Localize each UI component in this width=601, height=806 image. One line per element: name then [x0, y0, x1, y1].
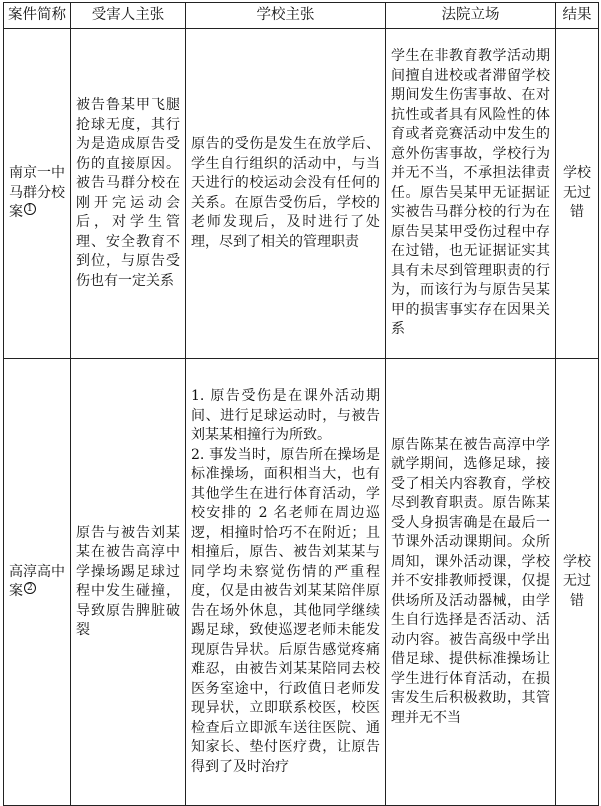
court-position-cell: 原告陈某在被告高淳中学就学期间，选修足球，接受了相关内容教育，学校尽到教育职责。原告陈某受人身损害确是在最后一节课外活动课期间。众所周知，课外活动课，学校并不安排教师授课，仅提供场所及活动器械，由学生自行选择是否活动、活动内容。被告高级中学出借足球、提供标准操场让学生进行体育活动，在损害发生后积极救助，其管理并无不当: [386, 359, 556, 806]
result-cell: 学校无过错: [556, 359, 599, 806]
case-name: 南京一中马群分校案: [9, 165, 65, 221]
victim-claim-cell: 原告与被告刘某某在被告高淳中学操场踢足球过程中发生碰撞，导致原告脾脏破裂: [71, 359, 186, 806]
school-claim-cell: [186, 359, 386, 806]
school-claim-point-2: 2. 事发当时，原告所在操场是标准操场，面积相当大，也有其他学生在进行体育活动，学校安排的 2 名老师在周边巡逻，相撞时恰巧不在附近；且相撞后，原告、被告刘某某与同学均未察觉伤情的严重程度，仅是由被告刘某某陪伴原告在场外休息，其他同学继续踢足球，致使巡逻老师未能发现原告异状。后原告感觉疼痛难忍，由被告刘某某陪同去校医务室途中，行政值日老师发现异状，立即联系校医，校医检查后立即派车送往医院、通知家长、垫付医疗费，让原告得到了及时治疗: [191, 446, 380, 775]
header-case-name: 案件简称: [4, 3, 71, 29]
header-victim-claim: 受害人主张: [71, 3, 186, 29]
case-comparison-table: [3, 2, 599, 806]
victim-claim-cell: 被告鲁某甲飞腿抢球无度，其行为是造成原告受伤的直接原因。被告马群分校在刚开完运动会后，对学生管理、安全教育不到位，与原告受伤也有一定关系: [71, 29, 186, 359]
header-school-claim: 学校主张: [186, 3, 386, 29]
school-claim-cell: 原告的受伤是发生在放学后、学生自行组织的活动中，与当天进行的校运动会没有任何的关系。在原告受伤后，学校的老师发现后，及时进行了处理，尽到了相关的管理职责: [186, 29, 386, 359]
school-claim-point-1: 1. 原告受伤是在课外活动期间、进行足球运动时，与被告刘某某相撞行为所致。: [191, 388, 380, 443]
footnote-marker: 2: [24, 582, 36, 594]
case-name-cell: [4, 29, 71, 359]
court-position-cell: 学生在非教育教学活动期间擅自进校或者滞留学校期间发生伤害事故、在对抗性或者具有风险性的体育或者竞赛活动中发生的意外伤害事故，学校行为并无不当，不承担法律责任。原告吴某甲无证据证实被告马群分校的行为在原告吴某甲受伤过程中存在过错，也无证据证实其具有未尽到管理职责的行为，而该行为与原告吴某甲的损害事实存在因果关系: [386, 29, 556, 359]
table-header-row: [4, 3, 599, 29]
table-row: [4, 359, 599, 806]
case-name: 高淳高中案: [9, 563, 65, 599]
footnote-marker: 1: [24, 203, 36, 215]
case-name-cell: [4, 359, 71, 806]
header-court-position: 法院立场: [386, 3, 556, 29]
table-row: [4, 29, 599, 359]
result-cell: 学校无过错: [556, 29, 599, 359]
header-result: 结果: [556, 3, 599, 29]
